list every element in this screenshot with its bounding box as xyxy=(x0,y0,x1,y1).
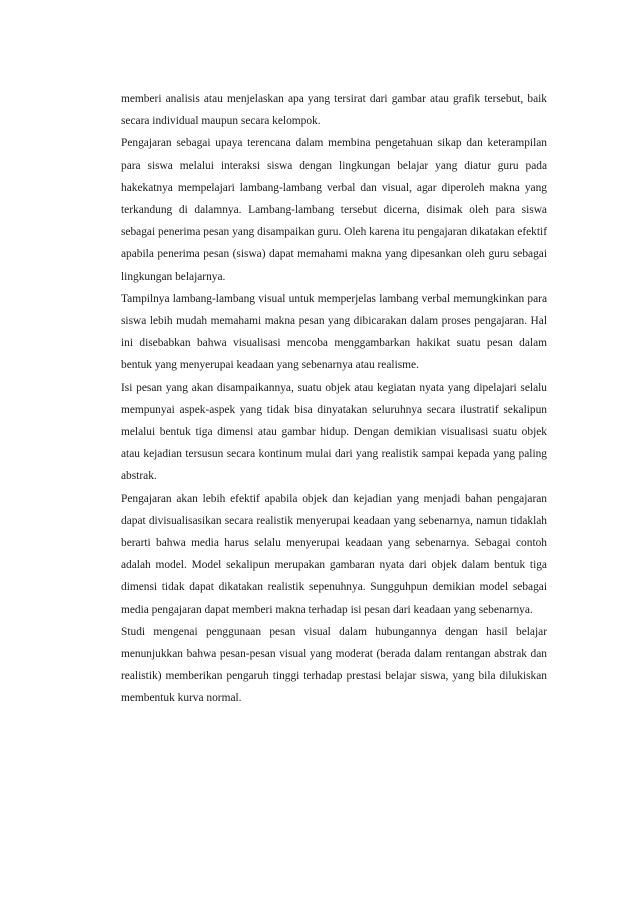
paragraph-pengajaran-efektif: Pengajaran akan lebih efektif apabila objek dan kejadian yang menjadi bahan pengajaran dapat divisualisasikan secara realistik menyerupai keadaan yang sebenarnya, namun tidaklah berarti bahwa media harus selalu menyerupai keadaan yang sebenarnya. Sebagai contoh adalah model. Model sekalipun merupakan gambaran nyata dari objek dalam bentuk tiga dimensi tidak dapat dikatakan realistik sepenuhnya. Sungguhpun demikian model sebagai media pengajaran dapat memberi makna terhadap isi pesan dari keadaan yang sebenarnya. xyxy=(121,492,547,616)
paragraph-studi: Studi mengenai penggunaan pesan visual dalam hubungannya dengan hasil belajar menunjukkan bahwa pesan-pesan visual yang moderat (berada dalam rentangan abstrak dan realistik) memberikan pengaruh tinggi terhadap prestasi belajar siswa, yang bila dilukiskan membentuk kurva normal. xyxy=(121,625,547,705)
paragraph-continuation: memberi analisis atau menjelaskan apa yang tersirat dari gambar atau grafik tersebut, baik secara individual maupun secara kelompok. xyxy=(121,93,547,128)
paragraph-tampilnya: Tampilnya lambang-lambang visual untuk memperjelas lambang verbal memungkinkan para siswa lebih mudah memahami makna pesan yang dibicarakan dalam proses pengajaran. Hal ini disebabkan bahwa visualisasi mencoba menggambarkan hakikat suatu pesan dalam bentuk yang menyerupai keadaan yang sebenarnya atau realisme. xyxy=(121,292,547,372)
body-text xyxy=(121,88,547,710)
paragraph-isi-pesan: Isi pesan yang akan disampaikannya, suatu objek atau kegiatan nyata yang dipelajari selalu mempunyai aspek-aspek yang tidak bisa dinyatakan seluruhnya secara ilustratif sekalipun melalui bentuk tiga dimensi atau gambar hidup. Dengan demikian visualisasi suatu objek atau kejadian tersusun secara kontinum mulai dari yang realistik sampai kepada yang paling abstrak. xyxy=(121,381,547,483)
paragraph-pengajaran: Pengajaran sebagai upaya terencana dalam membina pengetahuan sikap dan keterampilan para siswa melalui interaksi siswa dengan lingkungan belajar yang diatur guru pada hakekatnya mempelajari lambang-lambang verbal dan visual, agar diperoleh makna yang terkandung di dalamnya. Lambang-lambang tersebut dicerna, disimak oleh para siswa sebagai penerima pesan yang disampaikan guru. Oleh karena itu pengajaran dikatakan efektif apabila penerima pesan (siswa) dapat memahami makna yang dipesankan oleh guru sebagai lingkungan belajarnya. xyxy=(121,137,547,283)
